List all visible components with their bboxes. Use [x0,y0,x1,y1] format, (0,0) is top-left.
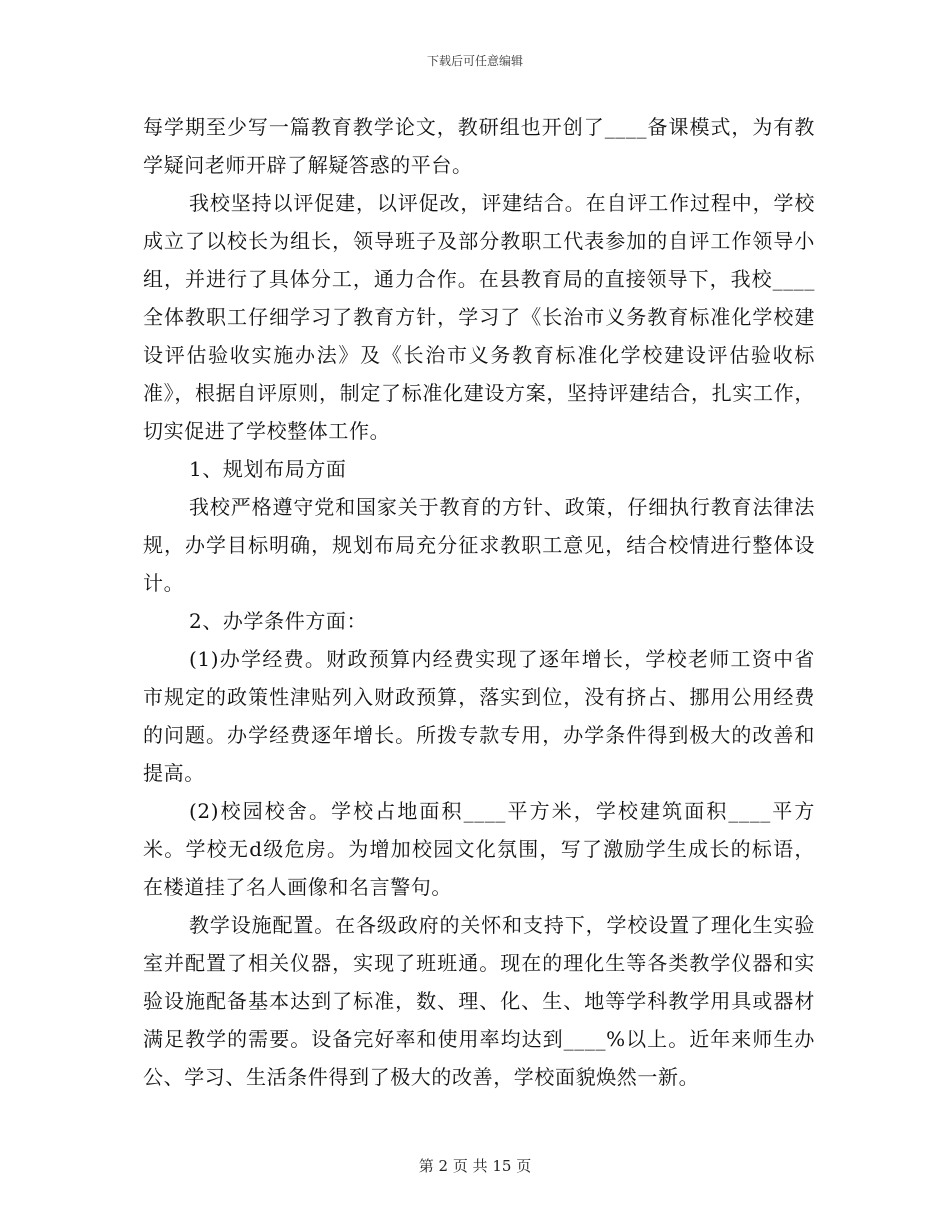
section-heading-planning: 1、规划布局方面 [189,457,347,481]
page-footer: 第 2 页 共 15 页 [418,1157,532,1175]
document-body [143,108,815,1096]
paragraph-funding: (1)办学经费。财政预算内经费实现了逐年增长，学校老师工资中省市规定的政策性津贴列入财政预算，落实到位，没有挤占、挪用公用经费的问题。办学经费逐年增长。所拨专款专用，办学条件得到极大的改善和提高。 [143,647,815,785]
paragraph-3: 我校严格遵守党和国家关于教育的方针、政策，仔细执行教育法律法规，办学目标明确，规划布局充分征求教职工意见，结合校情进行整体设计。 [143,495,815,595]
paragraph-campus: (2)校园校舍。学校占地面积____平方米，学校建筑面积____平方米。学校无d级危房。为增加校园文化氛围，写了激励学生成长的标语，在楼道挂了名人画像和名言警句。 [143,799,815,899]
section-heading-conditions: 2、办学条件方面： [189,609,368,633]
paragraph-2: 我校坚持以评促建，以评促改，评建结合。在自评工作过程中，学校成立了以校长为组长，领导班子及部分教职工代表参加的自评工作领导小组，并进行了具体分工，通力合作。在县教育局的直接领导下，我校____全体教职工仔细学习了教育方针，学习了《长治市义务教育标准化学校建设评估验收实施办法》及《长治市义务教育标准化学校建设评估验收标准》，根据自评原则，制定了标准化建设方案，坚持评建结合，扎实工作，切实促进了学校整体工作。 [143,191,815,443]
paragraph-1: 每学期至少写一篇教育教学论文，教研组也开创了____备课模式，为有教学疑问老师开辟了解疑答惑的平台。 [143,115,815,177]
paragraph-facilities: 教学设施配置。在各级政府的关怀和支持下，学校设置了理化生实验室并配置了相关仪器，实现了班班通。现在的理化生等各类教学仪器和实验设施配备基本达到了标准，数、理、化、生、地等学科教学用具或器材满足教学的需要。设备完好率和使用率均达到____%以上。近年来师生办公、学习、生活条件得到了极大的改善，学校面貌焕然一新。 [143,913,815,1089]
page-header: 下载后可任意编辑 [426,54,523,68]
